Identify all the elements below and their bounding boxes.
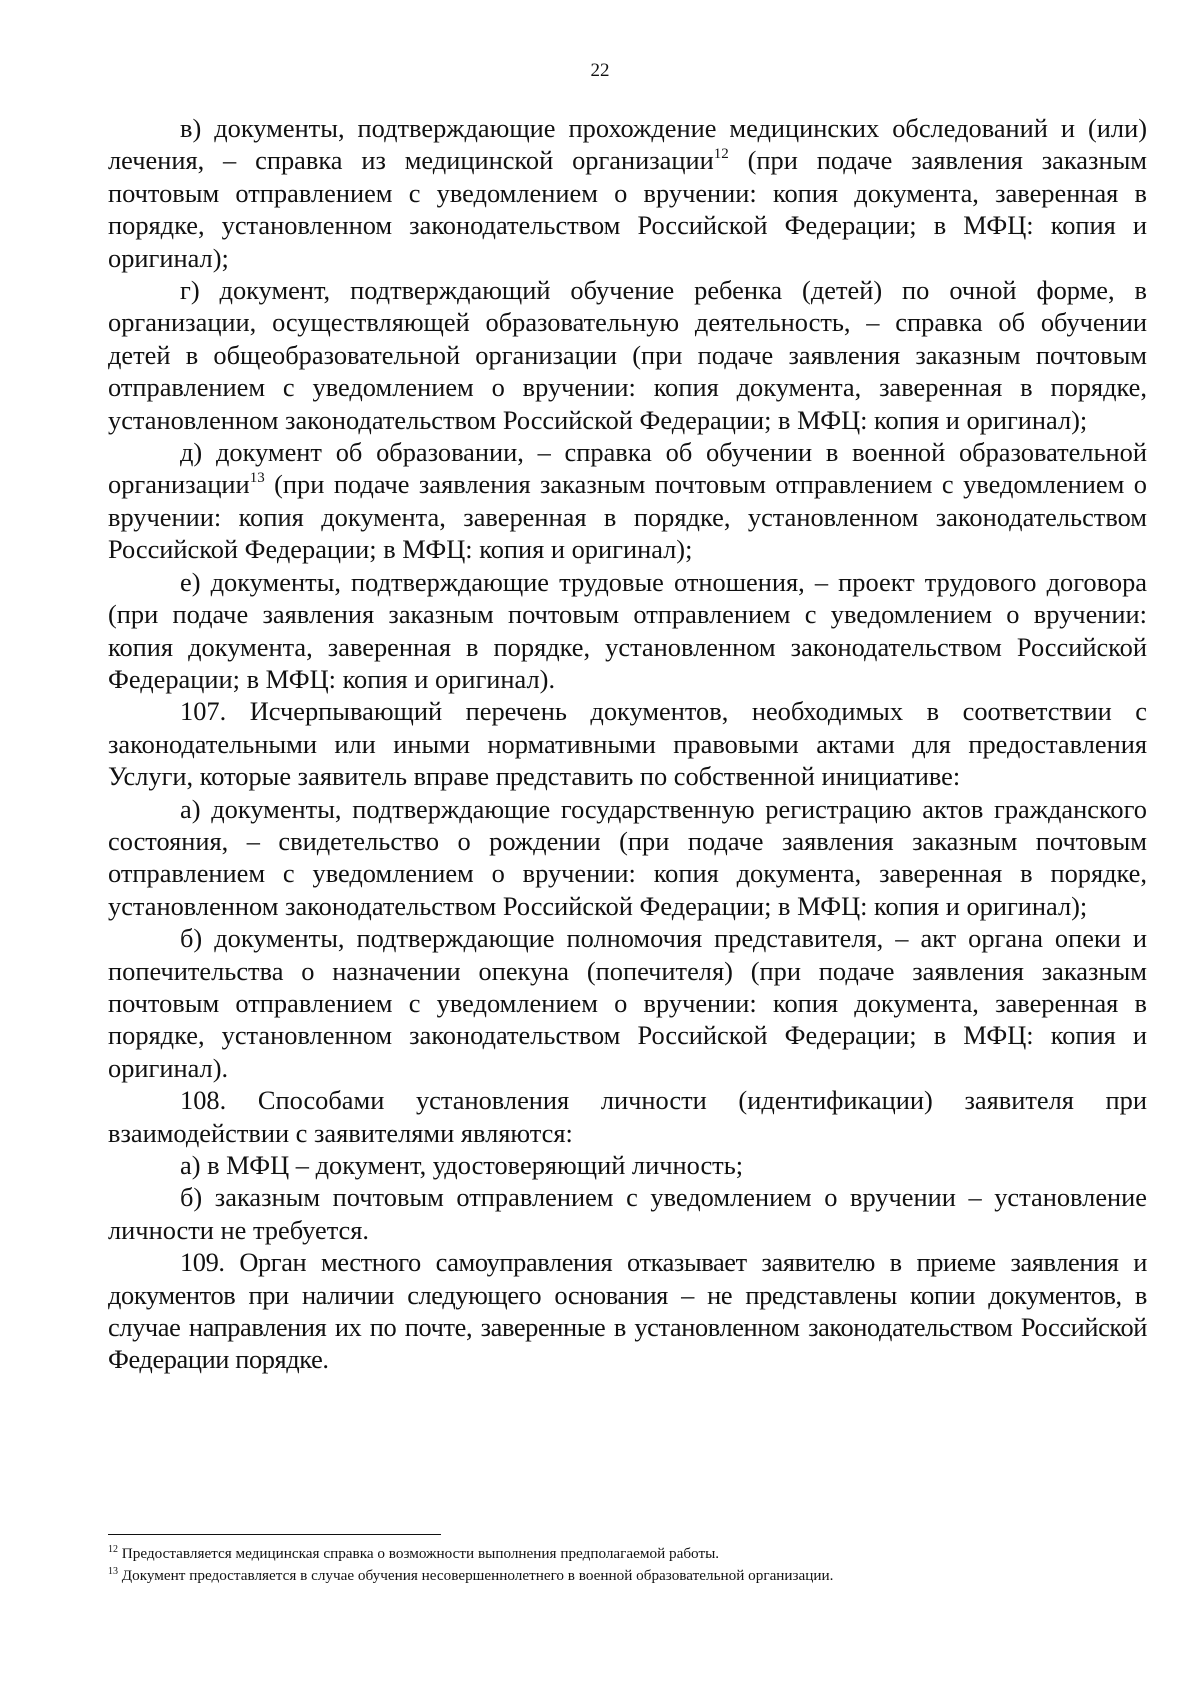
footnote-12: $^{12}$ Предоставляется медицинская справка о возможности выполнения предполагаемой работы.: [108, 1544, 720, 1562]
footnote-13: $^{13}$ Документ предоставляется в случае обучения несовершеннолетнего в военной образовательной организации.: [108, 1566, 834, 1584]
footnote-ref-12: 12: [713, 146, 729, 163]
document-body: [108, 112, 1147, 1376]
footnote-ref-13: 13: [249, 470, 265, 487]
paragraph-107: 107. Исчерпывающий перечень документов, необходимых в соответствии с законодательными или иными нормативными правовыми актами для предоставления Услуги, которые заявитель вправе представить по собственной инициативе:: [108, 696, 1147, 792]
page-number: 22: [590, 60, 610, 81]
paragraph-e-labor-relations: е) документы, подтверждающие трудовые отношения, – проект трудового договора (при подаче заявления заказным почтовым отправлением с уведомлением о вручении: копия документа, заверенная в порядке, установленном законодательством Российской Федерации; в МФЦ: копия и оригинал).: [108, 566, 1147, 694]
paragraph-b-representative-authority: б) документы, подтверждающие полномочия представителя, – акт органа опеки и попечительства о назначении опекуна (попечителя) (при подаче заявления заказным почтовым отправлением с уведомлением о вручении: копия документа, заверенная в порядке, установленном законодательством Российской Федерации; в МФЦ: копия и оригинал).: [108, 923, 1147, 1083]
paragraph-a-civil-registration: а) документы, подтверждающие государственную регистрацию актов гражданского состояния, – свидетельство о рождении (при подаче заявления заказным почтовым отправлением с уведомлением о вручении: копия документа, заверенная в порядке, установленном законодательством Российской Федерации; в МФЦ: копия и оригинал);: [108, 793, 1147, 921]
footnotes: [108, 1543, 1147, 1587]
paragraph-109: 109. Орган местного самоуправления отказывает заявителю в приеме заявления и документов при наличии следующего основания – не представлены копии документов, в случае направления их по почте, заверенные в установленном законодательством Российской Федерации порядке.: [108, 1247, 1147, 1375]
paragraph-b-postal-identity: б) заказным почтовым отправлением с уведомлением о вручении – установление личности не требуется.: [108, 1182, 1147, 1245]
paragraph-108: 108. Способами установления личности (идентификации) заявителя при взаимодействии с заявителями являются:: [108, 1085, 1147, 1148]
footnote-separator: [108, 1534, 441, 1535]
paragraph-d-military-education: д) документ об образовании, – справка об обучении в военной образовательной организации$^{13}$ (при подаче заявления заказным почтовым отправлением с уведомлением о вручении: копия документа, заверенная в порядке, установленном законодательством Российской Федерации; в МФЦ: копия и оригинал);: [108, 437, 1147, 565]
paragraph-a-mfc-identity: а) в МФЦ – документ, удостоверяющий личность;: [180, 1150, 744, 1180]
paragraph-v-medical-documents: в) документы, подтверждающие прохождение медицинских обследований и (или) лечения, – справка из медицинской организации$^{12}$ (при подаче заявления заказным почтовым отправлением с уведомлением о вручении: копия документа, заверенная в порядке, установленном законодательством Российской Федерации; в МФЦ: копия и оригинал);: [108, 113, 1147, 273]
paragraph-g-education-document: г) документ, подтверждающий обучение ребенка (детей) по очной форме, в организации, осуществляющей образовательную деятельность, – справка об обучении детей в общеобразовательной организации (при подаче заявления заказным почтовым отправлением с уведомлением о вручении: копия документа, заверенная в порядке, установленном законодательством Российской Федерации; в МФЦ: копия и оригинал);: [108, 275, 1147, 435]
